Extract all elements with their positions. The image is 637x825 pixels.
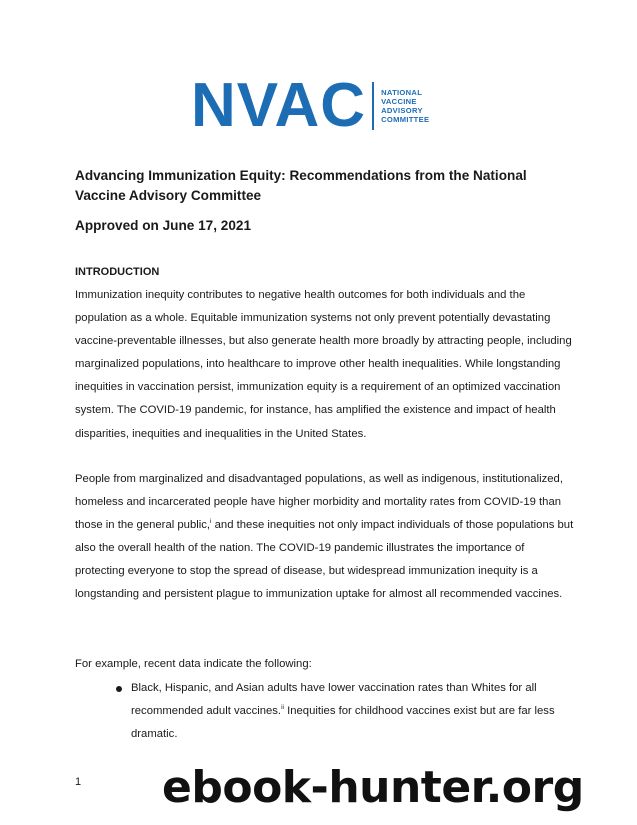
section-heading: INTRODUCTION bbox=[75, 266, 160, 278]
paragraph-text: People from marginalized and disadvantaged populations, as well as indigenous, institutionalized, homeless and incarcerated people have higher morbidity and mortality rates from COVID-19 than those in the general public, bbox=[75, 473, 563, 532]
intro-paragraph-3: For example, recent data indicate the following: bbox=[75, 658, 312, 670]
intro-paragraph-1: Immunization inequity contributes to negative health outcomes for both individuals and the population as a whole. Equitable immunization systems not only prevent potentially devastating vaccine-preventable illnesses, but also generate health more broadly by attracting people, including marginalized populations, into healthcare to improve other health inequalities. While longstanding inequities in vaccination persist, immunization equity is a requirement of an optimized vaccination system. The COVID-19 pandemic, for instance, has amplified the existence and impact of health disparities, inequities and inequalities in the United States. bbox=[75, 289, 572, 440]
list-item-text: Black, Hispanic, and Asian adults have lower vaccination rates than Whites for all recommended adult vaccines. bbox=[131, 682, 537, 718]
document-title: Advancing Immunization Equity: Recommendations from the National Vaccine Advisory Committee bbox=[75, 168, 527, 203]
list-item bbox=[75, 677, 575, 746]
nvac-logo bbox=[191, 71, 430, 140]
logo-line: VACCINE bbox=[381, 96, 417, 106]
paragraph-text: and these inequities not only impact individuals of those populations but also the overall health of the nation. The COVID-19 pandemic illustrates the importance of protecting everyone to stop the spread of disease, but widespread immunization inequity is a longstanding and persistent plague to immunization uptake for almost all recommended vaccines. bbox=[75, 519, 574, 601]
page-number: 1 bbox=[75, 776, 82, 788]
endnote-marker[interactable]: ii bbox=[281, 704, 284, 712]
bullet-icon bbox=[116, 686, 122, 692]
list-item-text: Inequities for childhood vaccines exist but are far less dramatic. bbox=[131, 705, 555, 741]
logo-subtitle bbox=[381, 88, 429, 125]
intro-paragraph-2 bbox=[75, 468, 575, 607]
logo-divider bbox=[372, 82, 374, 130]
endnote-marker[interactable]: i bbox=[210, 518, 212, 526]
approval-date: Approved on June 17, 2021 bbox=[75, 218, 252, 233]
findings-list bbox=[75, 677, 575, 746]
logo-line: NATIONAL bbox=[381, 87, 423, 97]
logo-wordmark: NVAC bbox=[191, 71, 367, 140]
watermark: ebook-hunter.org bbox=[162, 762, 584, 813]
logo-line: COMMITTEE bbox=[381, 115, 430, 125]
logo-line: ADVISORY bbox=[381, 106, 423, 115]
